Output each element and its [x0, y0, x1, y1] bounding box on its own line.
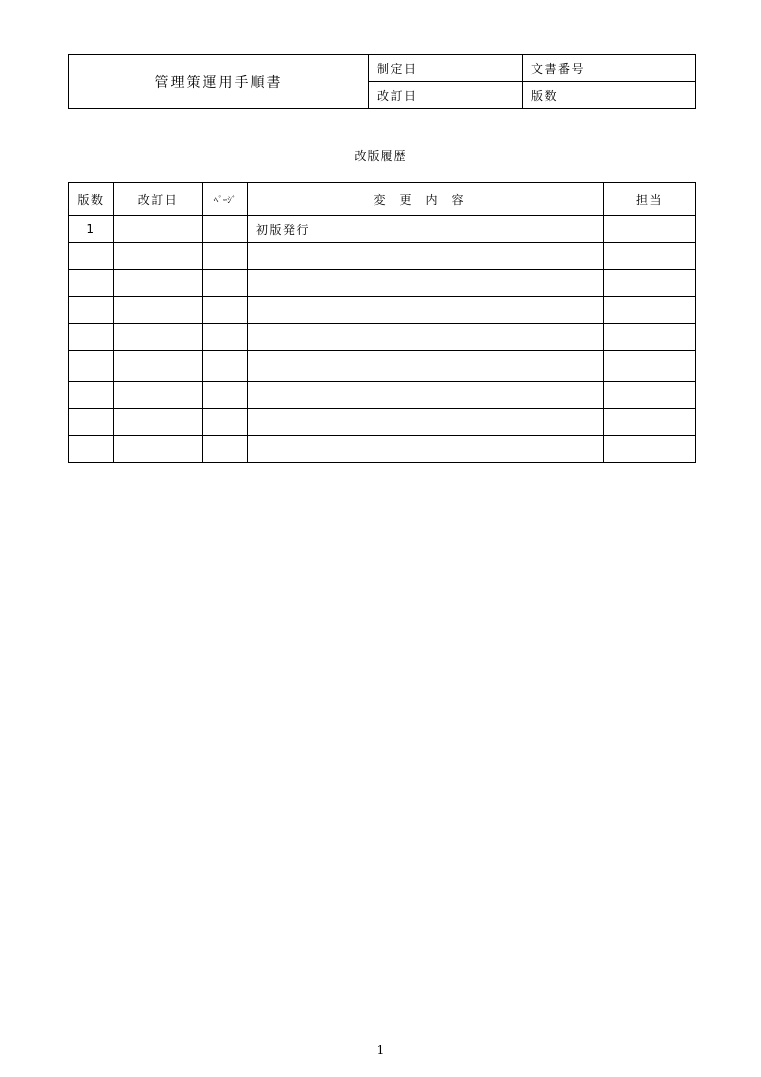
version-cell: 1 — [69, 216, 114, 243]
column-header-page: ﾍﾟｰｼﾞ — [203, 183, 248, 216]
version-cell — [69, 270, 114, 297]
revision-history-table — [68, 182, 696, 463]
revised-date-cell — [114, 243, 203, 270]
page-cell — [203, 436, 248, 463]
revised-date-cell — [114, 409, 203, 436]
content-cell — [248, 436, 604, 463]
table-row — [69, 297, 696, 324]
content-cell — [248, 351, 604, 382]
version-cell — [69, 409, 114, 436]
content-cell — [248, 270, 604, 297]
table-row — [69, 409, 696, 436]
person-cell — [604, 436, 696, 463]
person-cell — [604, 409, 696, 436]
document-header-table — [68, 54, 696, 109]
version-cell — [69, 436, 114, 463]
table-row — [69, 436, 696, 463]
content-cell — [248, 243, 604, 270]
person-cell — [604, 382, 696, 409]
page-number: 1 — [376, 1043, 385, 1057]
person-cell — [604, 324, 696, 351]
column-header-version: 版数 — [69, 183, 114, 216]
page-cell — [203, 297, 248, 324]
content-cell: 初版発行 — [248, 216, 604, 243]
revised-date-cell — [114, 351, 203, 382]
page-cell — [203, 243, 248, 270]
content-cell — [248, 409, 604, 436]
content-cell — [248, 324, 604, 351]
person-cell — [604, 216, 696, 243]
revised-date-cell — [114, 297, 203, 324]
table-row — [69, 324, 696, 351]
established-date-label: 制定日 — [369, 55, 523, 82]
page-cell — [203, 324, 248, 351]
revision-history-title: 改版履歴 — [354, 149, 407, 163]
page-cell — [203, 409, 248, 436]
table-row — [69, 270, 696, 297]
revised-date-cell — [114, 382, 203, 409]
column-header-revised-date: 改訂日 — [114, 183, 203, 216]
column-header-person: 担当 — [604, 183, 696, 216]
table-row — [69, 243, 696, 270]
table-header-row — [69, 183, 696, 216]
person-cell — [604, 351, 696, 382]
page-cell — [203, 216, 248, 243]
page-cell — [203, 351, 248, 382]
version-cell — [69, 382, 114, 409]
version-cell — [69, 351, 114, 382]
version-label: 版数 — [523, 82, 696, 109]
page-cell — [203, 270, 248, 297]
document-number-label: 文書番号 — [523, 55, 696, 82]
document-title: 管理策運用手順書 — [69, 55, 369, 109]
version-cell — [69, 243, 114, 270]
version-cell — [69, 297, 114, 324]
person-cell — [604, 270, 696, 297]
revised-date-cell — [114, 216, 203, 243]
version-cell — [69, 324, 114, 351]
revised-date-cell — [114, 436, 203, 463]
table-row — [69, 216, 696, 243]
table-row — [69, 382, 696, 409]
content-cell — [248, 382, 604, 409]
person-cell — [604, 297, 696, 324]
revised-date-label: 改訂日 — [369, 82, 523, 109]
page-cell — [203, 382, 248, 409]
column-header-content: 変更内容 — [248, 183, 604, 216]
table-row — [69, 351, 696, 382]
content-cell — [248, 297, 604, 324]
revised-date-cell — [114, 270, 203, 297]
revised-date-cell — [114, 324, 203, 351]
person-cell — [604, 243, 696, 270]
